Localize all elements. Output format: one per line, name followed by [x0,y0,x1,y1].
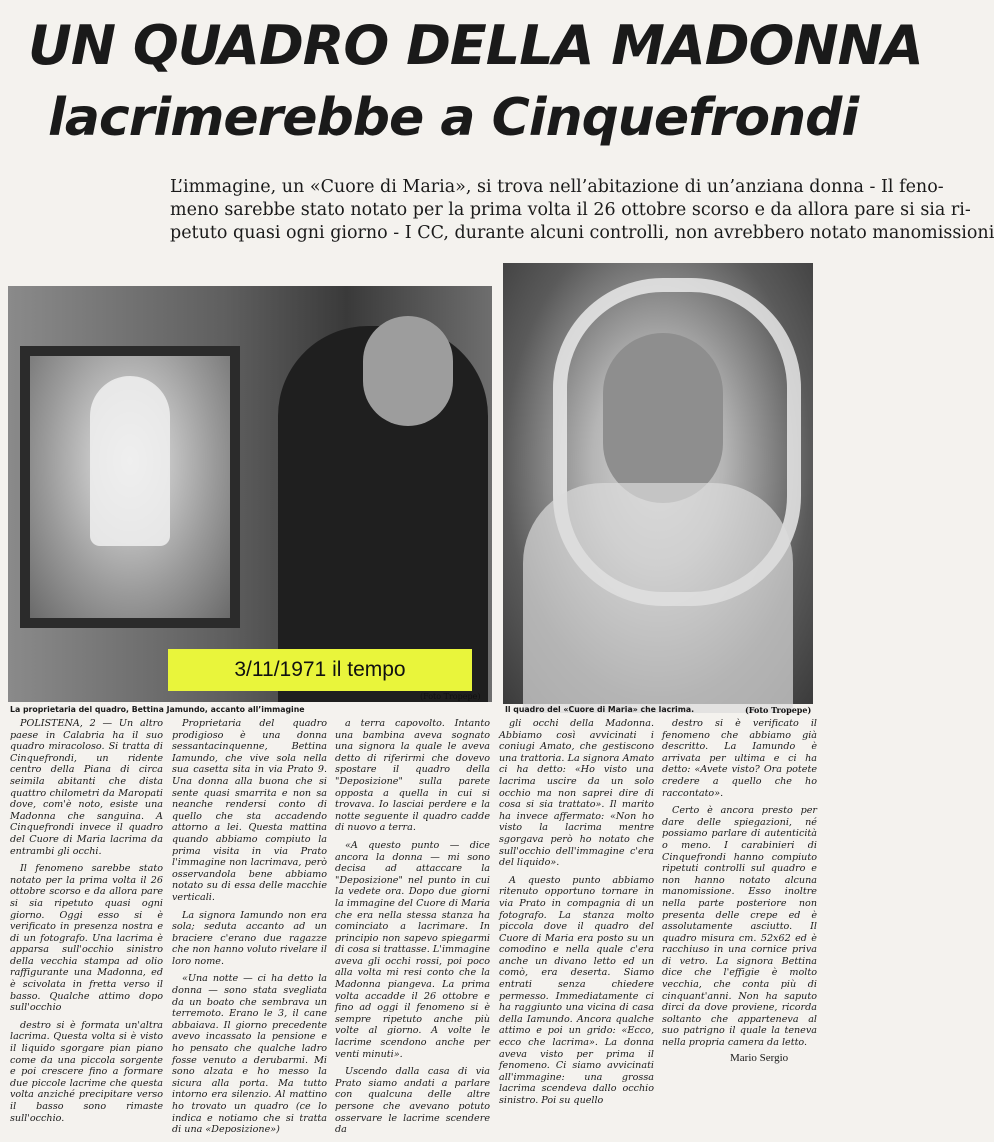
paragraph: gli occhi della Madonna. Abbiamo così avvicinati i coniugi Amato, che gestiscono una trattoria. La signora Amato ci ha detto: «Ho visto una lacrima uscire da un solo occhio ma non saprei dire di cosa si sia trattato». Il marito ha invece affermato: «Non ho visto la lacrima mentre sgorgava però ho notato che sull'occhio dell'immagine c'era del liquido». [499,718,654,869]
article-column-4 [499,718,654,1113]
photo-credit-right: (Foto Tropepe) [745,705,812,715]
subheadline-line: meno sarebbe stato notato per la prima volta il 26 ottobre scorso e da allora pare si sia ri- [170,200,971,220]
paragraph: A questo punto abbiamo ritenuto opportuno tornare in via Prato in compagnia di un fotografo. La stanza molto piccola dove il quadro del Cuore di Maria era posto su un comodino e nella quale c'era anche un divano letto ed un comò, era deserta. Siamo entrati senza chiedere permesso. Immediatamente ci ha raggiunto una vicina di casa della Iamundo. Ancora qualche attimo e poi un grido: «Ecco, ecco che lacrima». La donna aveva visto per prima il fenomeno. Ci siamo avvicinati all'immagine: una grossa lacrima scendeva dallo occhio sinistro. Poi su quello [499,874,654,1106]
paragraph: destro si è formata un'altra lacrima. Questa volta si è visto il liquido sgorgare pian piano come da una piccola sorgente e poi crescere fino a formare due piccole lacrime che questa volta anziché precipitare verso il basso sono rimaste sull'occhio. [10,1019,163,1124]
headline-line-2: lacrimerebbe a Cinquefrondi [48,88,859,148]
woman-face [363,316,453,426]
madonna-face [603,333,723,503]
paragraph: Il fenomeno sarebbe stato notato per la prima volta il 26 ottobre scorso e da allora pare si sia ripetuto quasi ogni giorno. Oggi esso si è verificato in presenza nostra e di un fotografo. Una lacrima è apparsa sull'occhio sinistro della vecchia stampa ad olio raffigurante una Madonna, ed è scivolata in fretta verso il basso. Qualche attimo dopo sull'occhio [10,863,163,1014]
painting-frame [20,346,240,628]
article-column-1 [10,718,163,1130]
paragraph: Uscendo dalla casa di via Prato siamo andati a parlare con qualcuna delle altre persone che avevano potuto osservare le lacrime scendere da [335,1066,490,1136]
subheadline-line: L’immagine, un «Cuore di Maria», si trova nell’abitazione di un’anziana donna - Il feno- [170,177,944,197]
paragraph: «A questo punto — dice ancora la donna — mi sono decisa ad attaccare la "Deposizione" nel punto in cui la vedete ora. Dopo due giorni la immagine del Cuore di Maria che era nella stessa stanza ha cominciato a lacrimare. In principio non sapevo spiegarmi di cosa si trattasse. L'immagine aveva gli occhi rossi, poi poco alla volta mi resi conto che la Madonna piangeva. La prima volta accadde il 26 ottobre e fino ad oggi il fenomeno si è sempre ripetuto anche più volte al giorno. A volte le lacrime scendono anche per venti minuti». [335,839,490,1060]
subheadline-line: petuto quasi ogni giorno - I CC, durante alcuni controlli, non avrebbero notato manomissioni [170,223,994,243]
paragraph: destro si è verificato il fenomeno che abbiamo già descritto. La Iamundo è arrivata per ultima e ci ha detto: «Avete visto? Ora potete credere a quello che ho raccontato». [662,718,817,799]
paragraph: Proprietaria del quadro prodigioso è una donna sessantacinquenne, Bettina Iamundo, che vive sola nella sua casetta sita in via Prato 9. Una donna alla buona che si sente quasi smarrita e non sa neanche rendersi conto di quello che sta accadendo attorno a lei. Questa mattina quando abbiamo compiuto la prima visita in via Prato l'immagine non lacrimava, però osservandola bene abbiamo notato su di essa delle macchie verticali. [172,718,327,903]
article-column-5 [662,718,817,1055]
paragraph: La signora Iamundo non era sola; seduta accanto ad un braciere c'erano due ragazze che non hanno voluto rivelare il loro nome. [172,909,327,967]
author-signature: Mario Sergio [730,1052,789,1064]
headline-line-1: UN QUADRO DELLA MADONNA [28,14,923,77]
photo-owner-with-painting [8,286,492,702]
article-column-3 [335,718,490,1142]
photo-credit-left: (Foto Tropepe) [420,692,481,701]
madonna-veil [523,483,793,713]
photo-caption-right: Il quadro del «Cuore di Maria» che lacrima. [505,705,695,714]
photo-caption-left: La proprietaria del quadro, Bettina Jamundo, accanto all’immagine [10,705,305,714]
photo-madonna-closeup [503,263,813,704]
article-column-2 [172,718,327,1142]
date-stamp: 3/11/1971 il tempo [168,649,472,691]
madonna-figure [90,376,170,546]
paragraph: a terra capovolto. Intanto una bambina aveva sognato una signora la quale le aveva detto di riferirmi che dovevo spostare il quadro della "Deposizione" sulla parete opposta a quella in cui si trovava. Io lasciai perdere e la notte seguente il quadro cadde di nuovo a terra. [335,718,490,834]
paragraph: POLISTENA, 2 — Un altro paese in Calabria ha il suo quadro miracoloso. Si tratta di Cinquefrondi, un ridente centro della Piana di circa seimila abitanti che dista quattro chilometri da Maropati dove, com'è noto, esiste una Madonna che sanguina. A Cinquefrondi invece il quadro del Cuore di Maria lacrima da entrambi gli occhi. [10,718,163,857]
paragraph: «Una notte — ci ha detto la donna — sono stata svegliata da un boato che sembrava un terremoto. Erano le 3, il cane abbaiava. Il giorno precedente avevo incassato la pensione e ho pensato che qualche ladro fosse venuto a derubarmi. Mi sono alzata e ho messo la sicura alla porta. Ma tutto intorno era silenzio. Al mattino ho trovato un quadro (ce lo indica e notiamo che si tratta di una «Deposizione») [172,973,327,1136]
paragraph: Certo è ancora presto per dare delle spiegazioni, né possiamo parlare di autenticità o meno. I carabinieri di Cinquefrondi hanno compiuto ripetuti controlli sul quadro e non hanno notato alcuna manomissione. Esso inoltre nella parte posteriore non presenta delle crepe ed è assolutamente asciutto. Il quadro misura cm. 52x62 ed è racchiuso in una cornice priva di vetro. La signora Bettina dice che l'effigie è molto vecchia, che conta più di cinquant'anni. Non ha saputo dirci da dove proviene, ricorda soltanto che apparteneva al suo patrigno il quale la teneva nella propria camera da letto. [662,805,817,1049]
subheadline [170,176,994,245]
